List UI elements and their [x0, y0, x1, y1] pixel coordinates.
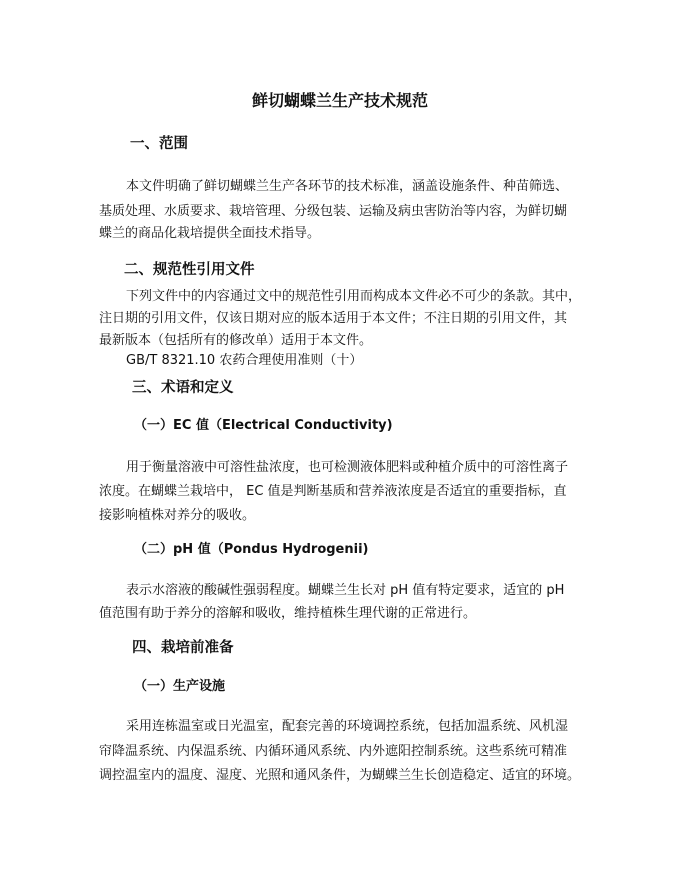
- subheading-ec-value: （一）EC 值（Electrical Conductivity): [134, 418, 393, 433]
- subheading-ph-value: （二）pH 值（Pondus Hydrogenii): [134, 542, 369, 557]
- section-heading-terms: 三、术语和定义: [132, 380, 234, 396]
- references-line-2: 注日期的引用文件，仅该日期对应的版本适用于本文件；不注日期的引用文件，其: [99, 311, 568, 326]
- references-line-1: 下列文件中的内容通过文中的规范性引用而构成本文件必不可少的条款。其中，: [126, 289, 582, 304]
- ec-line-2: 浓度。在蝴蝶兰栽培中， EC 值是判断基质和营养液浓度是否适宜的重要指标，直: [99, 484, 567, 499]
- section-heading-scope: 一、范围: [130, 136, 188, 152]
- scope-line-3: 蝶兰的商品化栽培提供全面技术指导。: [99, 226, 321, 241]
- scope-line-1: 本文件明确了鲜切蝴蝶兰生产各环节的技术标准，涵盖设施条件、种苗筛选、: [126, 179, 569, 194]
- facilities-line-1: 采用连栋温室或日光温室，配套完善的环境调控系统，包括加温系统、风机湿: [126, 719, 569, 734]
- section-heading-preparation: 四、栽培前准备: [132, 640, 234, 656]
- ph-line-1: 表示水溶液的酸碱性强弱程度。蝴蝶兰生长对 pH 值有特定要求，适宜的 pH: [126, 583, 565, 598]
- facilities-line-3: 调控温室内的温度、湿度、光照和通风条件，为蝴蝶兰生长创造稳定、适宜的环境。: [99, 768, 581, 783]
- scope-line-2: 基质处理、水质要求、栽培管理、分级包装、运输及病虫害防治等内容，为鲜切蝴: [99, 204, 568, 219]
- document-title: 鲜切蝴蝶兰生产技术规范: [251, 91, 428, 110]
- ec-line-3: 接影响植株对养分的吸收。: [99, 508, 256, 523]
- references-line-3: 最新版本（包括所有的修改单）适用于本文件。: [99, 333, 373, 348]
- section-heading-references: 二、规范性引用文件: [124, 262, 255, 278]
- ph-line-2: 值范围有助于养分的溶解和吸收，维持植株生理代谢的正常进行。: [99, 606, 477, 621]
- reference-standard-item: GB/T 8321.10 农药合理使用准则（十）: [126, 353, 363, 368]
- facilities-line-2: 帘降温系统、内保温系统、内循环通风系统、内外遮阳控制系统。这些系统可精准: [99, 744, 568, 759]
- ec-line-1: 用于衡量溶液中可溶性盐浓度，也可检测液体肥料或种植介质中的可溶性离子: [126, 460, 569, 475]
- subheading-facilities: （一）生产设施: [134, 679, 226, 694]
